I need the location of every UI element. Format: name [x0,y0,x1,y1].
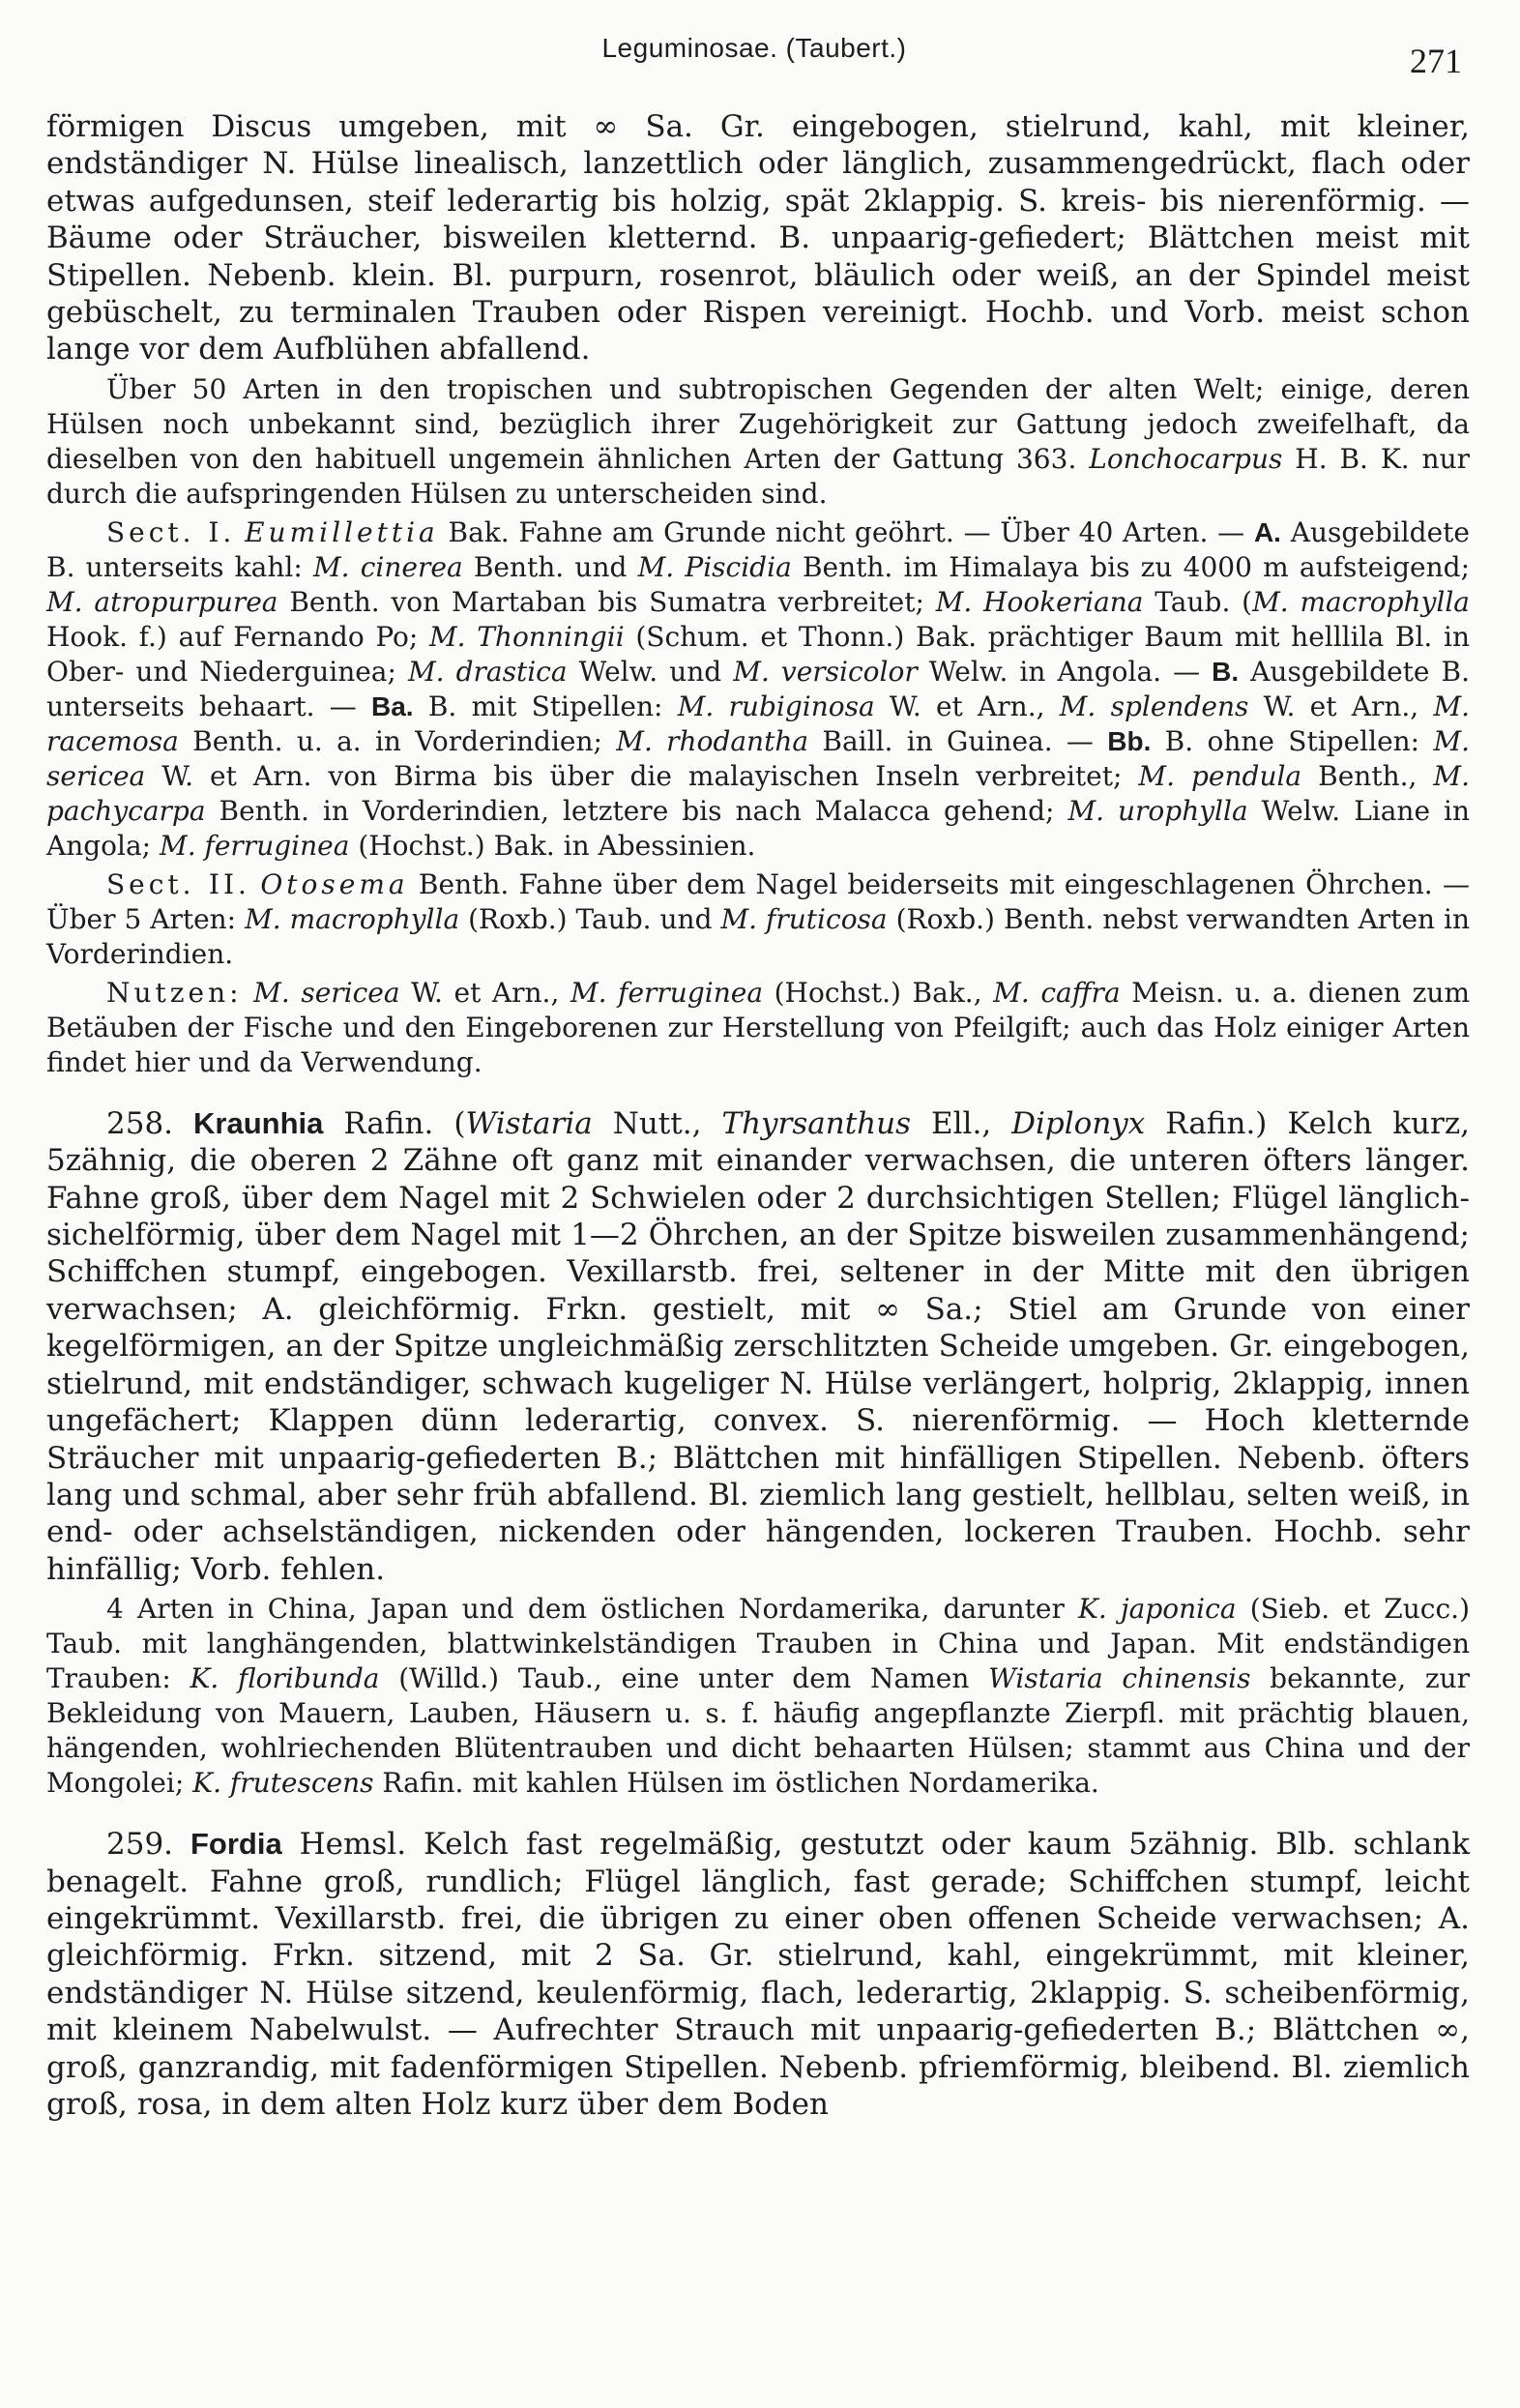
paragraph-species-overview [46,372,1470,512]
text-run: H. B. K. nur durch die aufspringenden Hülsen zu unterscheiden sind. [46,442,1470,510]
text-run: Hemsl. Kelch fast regelmäßig, gestutzt oder kaum 5zähnig. Blb. schlank benagelt. Fahne groß, rundlich; Flügel länglich, fast gerade; Schiffchen stumpf, leicht eingekrümmt. Vexillarstb. frei, die übrigen zu einer oben offenen Scheide verwachsen; A. gleichförmig. Frkn. sitzend, mit 2 Sa. Gr. stielrund, kahl, eingekrümmt, mit kleiner, endständiger N. Hülse sitzend, keulenförmig, flach, lederartig, 2klappig. S. scheibenförmig, mit kleinem Nabelwulst. — Aufrechter Strauch mit unpaarig-gefiederten B.; Blättchen ∞, groß, ganzrandig, mit fadenförmigen Stipellen. Nebenb. pfriemförmig, bleibend. Bl. ziemlich groß, rosa, in dem alten Holz kurz über dem Boden [46,1827,1470,2122]
taxon-name: M. ferruginea [570,976,764,1009]
taxon-name: M. sericea [253,976,400,1009]
text-run: Benth. im Himalaya bis zu 4000 m aufsteigend; [791,550,1471,583]
taxon-name: M. cinerea [312,550,463,583]
text-run: Rafin.) Kelch kurz, 5zähnig, die oberen 2 Zähne oft ganz mit einander verwachsen, die unteren öfters länger. Fahne groß, über dem Nagel mit 2 Schwielen oder 2 durchsichtigen Stellen; Flügel länglich-sichelförmig, über dem Nagel mit 1—2 Öhrchen, an der Spitze bisweilen zusammenhängend; Schiffchen stumpf, eingebogen. Vexillarstb. frei, seltener in der Mitte mit den übrigen verwachsen; A. gleichförmig. Frkn. gestielt, mit ∞ Sa.; Stiel am Grunde von einer kegelförmigen, an der Spitze ungleichmäßig zerschlitzten Scheide umgeben. Gr. eingebogen, stielrund, mit endständiger, schwach kugeliger N. Hülse verlängert, holprig, 2klappig, innen ungefächert; Klappen dünn lederartig, convex. S. nierenförmig. — Hoch kletternde Sträucher mit unpaarig-gefiederten B.; Blättchen mit hinfälligen Stipellen. Nebenb. öfters lang und schmal, aber sehr früh abfallend. Bl. ziemlich lang gestielt, hellblau, selten weiß, in end- oder achselständigen, nickenden oder hängenden, lockeren Trauben. Hochb. sehr hinfällig; Vorb. fehlen. [46,1105,1470,1587]
paragraph-nutzen [46,976,1470,1080]
text-run: bekannte, zur Bekleidung von Mauern, Lauben, Häusern u. s. f. häufig angepflanzte Zierpfl. mit prächtig blauen, hängenden, wohlriechenden Blütentrauben und dicht behaarten Hülsen; stammt aus China und der Mongolei; [46,1662,1470,1800]
text-run: Welw. in Angola. — [917,655,1213,688]
text-run: Rafin. mit kahlen Hülsen im östlichen Nordamerika. [373,1767,1099,1800]
section-label: Sect. I. [106,515,236,548]
taxon-name: M. rubiginosa [677,690,875,722]
text-run: Benth. von Martaban bis Sumatra verbreitet; [278,585,936,618]
taxon-name: Thyrsanthus [721,1105,912,1141]
text-run: (Hochst.) Bak. in Abessinien. [349,829,756,862]
text-run: Über 50 Arten in den tropischen und subtropischen Gegenden der alten Welt; einige, deren Hülsen noch unbekannt sind, bezüglich ihrer Zugehörigkeit zur Gattung jedoch zweifelhaft, da dieselben von den habituell ungemein ähnlichen Arten der Gattung 363. [46,372,1470,475]
text-run: Benth. Fahne über dem Nagel beiderseits mit eingeschlagenen Öhrchen. — Über 5 Arten: [46,867,1471,935]
text-run: Ell., [911,1105,1012,1141]
taxon-name: M. pendula [1138,759,1302,792]
text-run: Benth., [1301,759,1434,792]
paragraph-genus-fordia [46,1826,1470,2123]
key-marker: Ba. [371,690,414,721]
text-run [235,516,245,548]
taxon-name: M. Piscidia [637,550,792,583]
section-label: Sect. II. [106,867,250,900]
text-run: W. et Arn. von Birma bis über die malayischen Inseln verbreitet; [145,759,1139,792]
taxon-name: M. Thonningii [429,620,625,653]
paragraph-sect-otosema [46,867,1470,972]
text-run: Benth. und [462,550,638,583]
taxon-name: M. Hookeriana [935,585,1144,618]
taxon-name: M. pachycarpa [46,759,1470,827]
text-run: W. et Arn., [874,690,1060,722]
taxon-name: M. caffra [993,976,1121,1009]
taxon-name: M. splendens [1059,690,1249,722]
text-run: Taub. ( [1143,585,1253,618]
text-run: Welw. und [567,655,734,688]
text-run: Hook. f.) auf Fernando Po; [46,620,429,653]
text-run [243,977,254,1009]
taxon-name: Wistaria chinensis [988,1662,1251,1695]
page-content [46,108,1470,2123]
text-run: Ausgebildete B. unterseits behaart. — [46,655,1470,722]
taxon-name: K. frutescens [192,1767,374,1800]
page-header [46,29,1462,87]
section-name: Eumillettia [245,515,439,548]
text-run: Bak. Fahne am Grunde nicht geöhrt. — Über 40 Arten. — [438,515,1254,548]
text-run: Baill. in Guinea. — [808,724,1108,757]
taxon-name: K. japonica [1078,1593,1237,1626]
genus-name: Fordia [190,1827,282,1862]
taxon-name: M. racemosa [46,690,1471,757]
text-run: (Hochst.) Bak., [763,976,994,1009]
taxon-name: M. macrophylla [245,902,460,935]
text-run: W. et Arn., [399,976,570,1009]
taxon-name: M. macrophylla [1252,585,1470,618]
taxon-name: Wistaria [465,1105,593,1141]
text-run: B. mit Stipellen: [413,690,678,722]
text-run: 259. [106,1827,190,1863]
text-run: (Roxb.) Taub. und [459,902,721,935]
text-run [250,868,260,900]
taxon-name: M. urophylla [1067,794,1248,827]
text-run: Meisn. u. a. dienen zum Betäuben der Fische und den Eingeborenen zur Herstellung von Pfeilgift; auch das Holz einiger Arten findet hier und da Verwendung. [46,976,1471,1078]
taxon-name: M. sericea [46,724,1471,792]
taxon-name: M. drastica [407,655,568,688]
text-run: 258. [106,1105,193,1141]
text-run: (Schum. et Thonn.) Bak. prächtiger Baum mit helllila Bl. in Ober- und Niederguinea; [46,620,1470,688]
taxon-name: K. floribunda [190,1662,380,1695]
paragraph-kraunhia-species [46,1592,1470,1801]
key-marker: B. [1212,656,1240,687]
text-run: 4 Arten in China, Japan und dem östlichen Nordamerika, darunter [106,1593,1078,1626]
taxon-name: M. fruticosa [720,902,888,935]
taxon-name: M. atropurpurea [46,585,278,618]
text-run: (Sieb. et Zucc.) Taub. mit langhängenden, blattwinkelständigen Trauben in China und Japan. Mit endständigen Trauben: [46,1593,1470,1695]
genus-name: Kraunhia [193,1105,324,1140]
section-label: Nutzen: [106,976,243,1009]
text-run: Benth. u. a. in Vorderindien; [178,724,617,757]
section-name: Otosema [260,867,409,900]
text-run: förmigen Discus umgeben, mit ∞ Sa. Gr. eingebogen, stielrund, kahl, mit kleiner, endständiger N. Hülse linealisch, lanzettlich oder länglich, zusammengedrückt, flach oder etwas aufgedunsen, steif lederartig bis holzig, spät 2klappig. S. kreis- bis nierenförmig. — Bäume oder Sträucher, bisweilen kletternd. B. unpaarig-gefiedert; Blättchen meist mit Stipellen. Nebenb. klein. Bl. purpurn, rosenrot, bläulich oder weiß, an der Spindel meist gebüschelt, zu terminalen Trauben oder Rispen vereinigt. Hochb. und Vorb. meist schon lange vor dem Aufblühen abfallend. [46,109,1470,367]
paragraph-sect-eumillettia [46,515,1470,864]
running-title: Leguminosae. (Taubert.) [601,33,907,63]
text-run: (Roxb.) Benth. nebst verwandten Arten in Vorderindien. [46,902,1471,970]
key-marker: Bb. [1107,725,1152,756]
taxon-name: M. versicolor [733,655,918,688]
text-run: Welw. Liane in Angola; [46,794,1471,862]
taxon-name: Diplonyx [1011,1105,1146,1141]
text-run: Nutt., [592,1105,722,1141]
taxon-name: M. rhodantha [616,724,809,757]
taxon-name: Lonchocarpus [1089,442,1283,475]
text-run: Benth. in Vorderindien, letztere bis nach Malacca gehend; [205,794,1068,827]
page-number: 271 [1410,42,1462,80]
key-marker: A. [1253,516,1281,547]
text-run: Rafin. ( [323,1105,466,1141]
text-run: B. ohne Stipellen: [1151,724,1434,757]
paragraph-genus-kraunhia [46,1105,1470,1588]
paragraph-discus-description [46,108,1470,368]
taxon-name: M. ferruginea [160,829,350,862]
text-run: (Willd.) Taub., eine unter dem Namen [379,1662,989,1695]
text-run: W. et Arn., [1248,690,1434,722]
text-run: Ausgebildete B. unterseits kahl: [46,515,1470,583]
